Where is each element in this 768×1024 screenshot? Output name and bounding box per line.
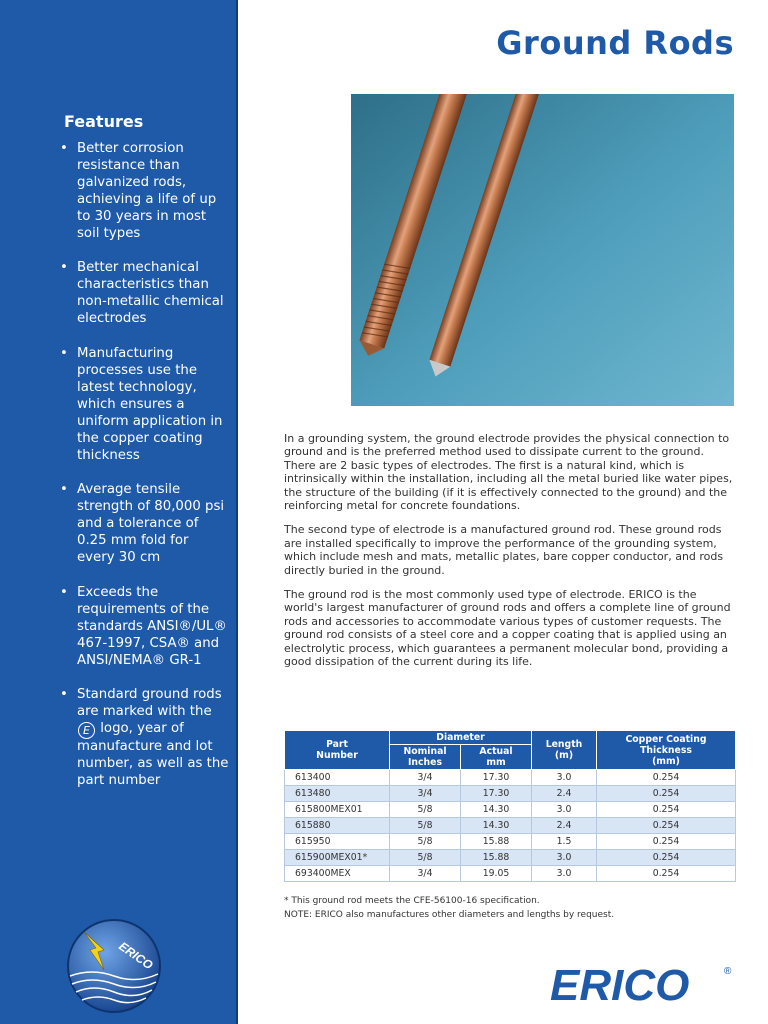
cell-nominal: 5/8 <box>390 818 461 834</box>
cell-part: 613480 <box>285 786 390 802</box>
cell-nominal: 3/4 <box>390 770 461 786</box>
cell-coating: 0.254 <box>597 818 736 834</box>
cell-coating: 0.254 <box>597 850 736 866</box>
globe-badge-text: ERICO <box>116 938 156 973</box>
table-row <box>285 786 736 802</box>
cell-nominal: 3/4 <box>390 786 461 802</box>
cell-part: 615900MEX01* <box>285 850 390 866</box>
body-text <box>284 432 736 680</box>
cell-coating: 0.254 <box>597 770 736 786</box>
cell-actual: 15.88 <box>461 850 532 866</box>
col-length: Length (m) <box>532 731 597 770</box>
cell-nominal: 3/4 <box>390 866 461 882</box>
registered-mark: ® <box>724 966 732 977</box>
col-part-number: Part Number <box>285 731 390 770</box>
feature-item: • Exceeds the requirements of the standards ANSI®/UL® 467-1997, CSA® and ANSI/NEMA® GR-1 <box>60 584 227 668</box>
cell-actual: 19.05 <box>461 866 532 882</box>
erico-globe-badge-icon <box>62 914 166 1018</box>
cell-coating: 0.254 <box>597 786 736 802</box>
cell-part: 693400MEX <box>285 866 390 882</box>
bullet-icon: • <box>60 260 68 276</box>
paragraph: The second type of electrode is a manufactured ground rod. These ground rods are installed specifically to improve the performance of the grounding system, which include mesh and mats, metallic plates, bare copper conductor, and rods directly buried in the ground. <box>284 523 724 577</box>
ground-rods-photo <box>351 94 734 406</box>
erico-logo <box>548 962 738 1006</box>
col-coating: Copper Coating Thickness (mm) <box>597 731 736 770</box>
feature-item: • Standard ground rods are marked with the E logo, year of manufacture and lot number, as well as the part number <box>60 687 229 789</box>
feature-item: • Manufacturing processes use the latest technology, which ensures a uniform application in the copper coating thickness <box>60 346 223 463</box>
table-row <box>285 802 736 818</box>
col-nominal: Nominal Inches <box>390 745 461 770</box>
table-note: NOTE: ERICO also manufactures other diameters and lengths by request. <box>284 910 615 920</box>
paragraph: The ground rod is the most commonly used type of electrode. ERICO is the world's largest manufacturer of ground rods and offers a complete line of ground rods and accessories to accommodate various types of customer requests. The ground rod consists of a steel core and a copper coating that is applied using an electrolytic process, which guarantees a permanent molecular bond, providing a good dissipation of the current during its life. <box>284 588 731 669</box>
cell-part: 615800MEX01 <box>285 802 390 818</box>
cell-actual: 14.30 <box>461 818 532 834</box>
feature-item: • Average tensile strength of 80,000 psi and a tolerance of 0.25 mm fold for every 30 cm <box>60 482 225 566</box>
table-row <box>285 866 736 882</box>
bullet-icon: • <box>60 141 68 156</box>
cell-nominal: 5/8 <box>390 834 461 850</box>
bullet-icon: • <box>60 346 68 362</box>
col-actual: Actual mm <box>461 745 532 770</box>
table-row <box>285 770 736 786</box>
bullet-icon: • <box>60 687 68 703</box>
cell-actual: 14.30 <box>461 802 532 818</box>
bullet-icon: • <box>60 482 68 498</box>
cell-part: 615880 <box>285 818 390 834</box>
cell-length: 3.0 <box>532 866 597 882</box>
cell-nominal: 5/8 <box>390 802 461 818</box>
cell-actual: 17.30 <box>461 786 532 802</box>
table-row <box>285 834 736 850</box>
table-header-row <box>285 731 736 745</box>
feature-item: • Better corrosion resistance than galvanized rods, achieving a life of up to 30 years in most soil types <box>60 141 217 241</box>
cell-coating: 0.254 <box>597 866 736 882</box>
col-diameter: Diameter <box>390 731 532 745</box>
brand-name: ERICO <box>550 962 690 1006</box>
cell-part: 613400 <box>285 770 390 786</box>
cell-length: 1.5 <box>532 834 597 850</box>
cell-actual: 17.30 <box>461 770 532 786</box>
features-heading: Features <box>64 112 144 131</box>
erico-e-logo-icon: E <box>78 722 95 739</box>
cell-actual: 15.88 <box>461 834 532 850</box>
table-row <box>285 818 736 834</box>
page-title: Ground Rods <box>496 24 734 62</box>
cell-coating: 0.254 <box>597 834 736 850</box>
cell-length: 2.4 <box>532 818 597 834</box>
paragraph: In a grounding system, the ground electrode provides the physical connection to ground and is the preferred method used to dissipate current to the ground. There are 2 basic types of electrodes. The first is a natural kind, which is intrinsically within the installation, including all the metal buried like water pipes, the structure of the building (if it is effectively connected to the ground) and the reinforcing metal for concrete foundations. <box>284 432 733 513</box>
cell-part: 615950 <box>285 834 390 850</box>
table-row <box>285 850 736 866</box>
features-list <box>60 141 230 808</box>
cell-nominal: 5/8 <box>390 850 461 866</box>
bullet-icon: • <box>60 584 68 600</box>
feature-item: • Better mechanical characteristics than non-metallic chemical electrodes <box>60 260 224 327</box>
cell-length: 3.0 <box>532 802 597 818</box>
cell-length: 2.4 <box>532 786 597 802</box>
cell-length: 3.0 <box>532 770 597 786</box>
ground-rods-table <box>284 730 736 882</box>
table-footnote: * This ground rod meets the CFE-56100-16 specification. <box>284 896 540 906</box>
cell-coating: 0.254 <box>597 802 736 818</box>
cell-length: 3.0 <box>532 850 597 866</box>
table-notes <box>284 894 614 922</box>
sidebar <box>0 0 238 1024</box>
